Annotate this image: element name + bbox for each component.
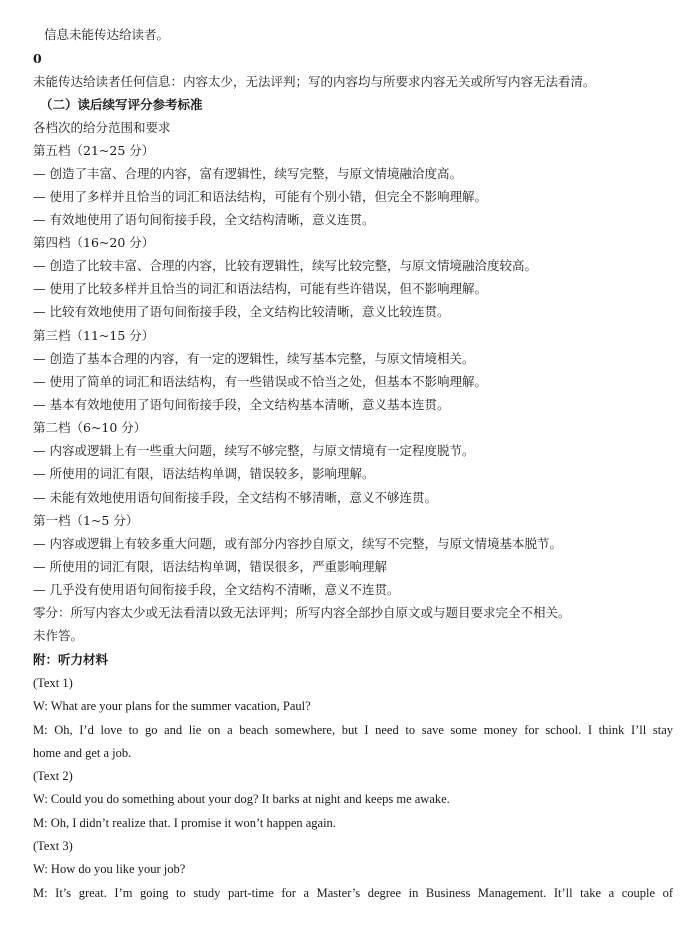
dialogue-line: W: What are your plans for the summer vacation, Paul?	[33, 699, 311, 713]
text-line: 信息未能传达给读者。	[44, 27, 170, 42]
text-line: 未能传达给读者任何信息：内容太少，无法评判；写的内容均与所要求内容无关或所写内容无法看清。	[33, 74, 596, 89]
grade-heading: 第三档（11~15 分）	[33, 328, 155, 343]
grade-heading: 第四档（16~20 分）	[33, 235, 155, 250]
criterion-line: — 内容或逻辑上有一些重大问题，续写不够完整，与原文情境有一定程度脱节。	[33, 443, 475, 458]
score-zero: 0	[33, 51, 42, 66]
grade-heading: 第五档（21~25 分）	[33, 143, 155, 158]
dialogue-line: M: Oh, I didn’t realize that. I promise it won’t happen again.	[33, 816, 336, 830]
criterion-line: — 创造了丰富、合理的内容，富有逻辑性，续写完整，与原文情境融洽度高。	[33, 166, 462, 181]
dialogue-line: M: It’s great. I’m going to study part-time for a Master’s degree in Business Management. It’ll take a couple of	[33, 886, 673, 900]
text-line: 未作答。	[33, 628, 84, 643]
text-label: (Text 1)	[33, 676, 73, 690]
criterion-line: — 几乎没有使用语句间衔接手段，全文结构不清晰，意义不连贯。	[33, 582, 400, 597]
text-line: 各档次的给分范围和要求	[33, 120, 171, 135]
dialogue-line: M: Oh, I’d love to go and lie on a beach somewhere, but I need to save some money for school. I think I’ll stay	[33, 723, 673, 737]
text-label: (Text 3)	[33, 839, 73, 853]
criterion-line: — 内容或逻辑上有较多重大问题，或有部分内容抄自原文，续写不完整，与原文情境基本脱节。	[33, 536, 562, 551]
criterion-line: — 创造了比较丰富、合理的内容，比较有逻辑性，续写比较完整，与原文情境融洽度较高。	[33, 258, 537, 273]
criterion-line: — 使用了多样并且恰当的词汇和语法结构，可能有个别小错，但完全不影响理解。	[33, 189, 487, 204]
zero-score-line: 零分：所写内容太少或无法看清以致无法评判；所写内容全部抄自原文或与题目要求完全不相关。	[33, 605, 571, 620]
criterion-line: — 使用了简单的词汇和语法结构，有一些错误或不恰当之处，但基本不影响理解。	[33, 374, 487, 389]
grade-heading: 第一档（1~5 分）	[33, 513, 139, 528]
dialogue-line: W: Could you do something about your dog? It barks at night and keeps me awake.	[33, 792, 450, 806]
criterion-line: — 比较有效地使用了语句间衔接手段，全文结构比较清晰，意义比较连贯。	[33, 304, 450, 319]
grade-heading: 第二档（6~10 分）	[33, 420, 147, 435]
criterion-line: — 有效地使用了语句间衔接手段，全文结构清晰，意义连贯。	[33, 212, 375, 227]
criterion-line: — 未能有效地使用语句间衔接手段，全文结构不够清晰，意义不够连贯。	[33, 490, 437, 505]
criterion-line: — 基本有效地使用了语句间衔接手段，全文结构基本清晰，意义基本连贯。	[33, 397, 450, 412]
criterion-line: — 使用了比较多样并且恰当的词汇和语法结构，可能有些许错误，但不影响理解。	[33, 281, 487, 296]
criterion-line: — 所使用的词汇有限，语法结构单调，错误很多，严重影响理解	[33, 559, 387, 574]
dialogue-line: home and get a job.	[33, 746, 132, 760]
text-label: (Text 2)	[33, 769, 73, 783]
section-heading: （二）读后续写评分参考标准	[40, 97, 203, 112]
appendix-heading: 附：听力材料	[33, 652, 109, 667]
criterion-line: — 所使用的词汇有限，语法结构单调，错误较多，影响理解。	[33, 466, 375, 481]
criterion-line: — 创造了基本合理的内容，有一定的逻辑性，续写基本完整，与原文情境相关。	[33, 351, 475, 366]
dialogue-line: W: How do you like your job?	[33, 862, 186, 876]
